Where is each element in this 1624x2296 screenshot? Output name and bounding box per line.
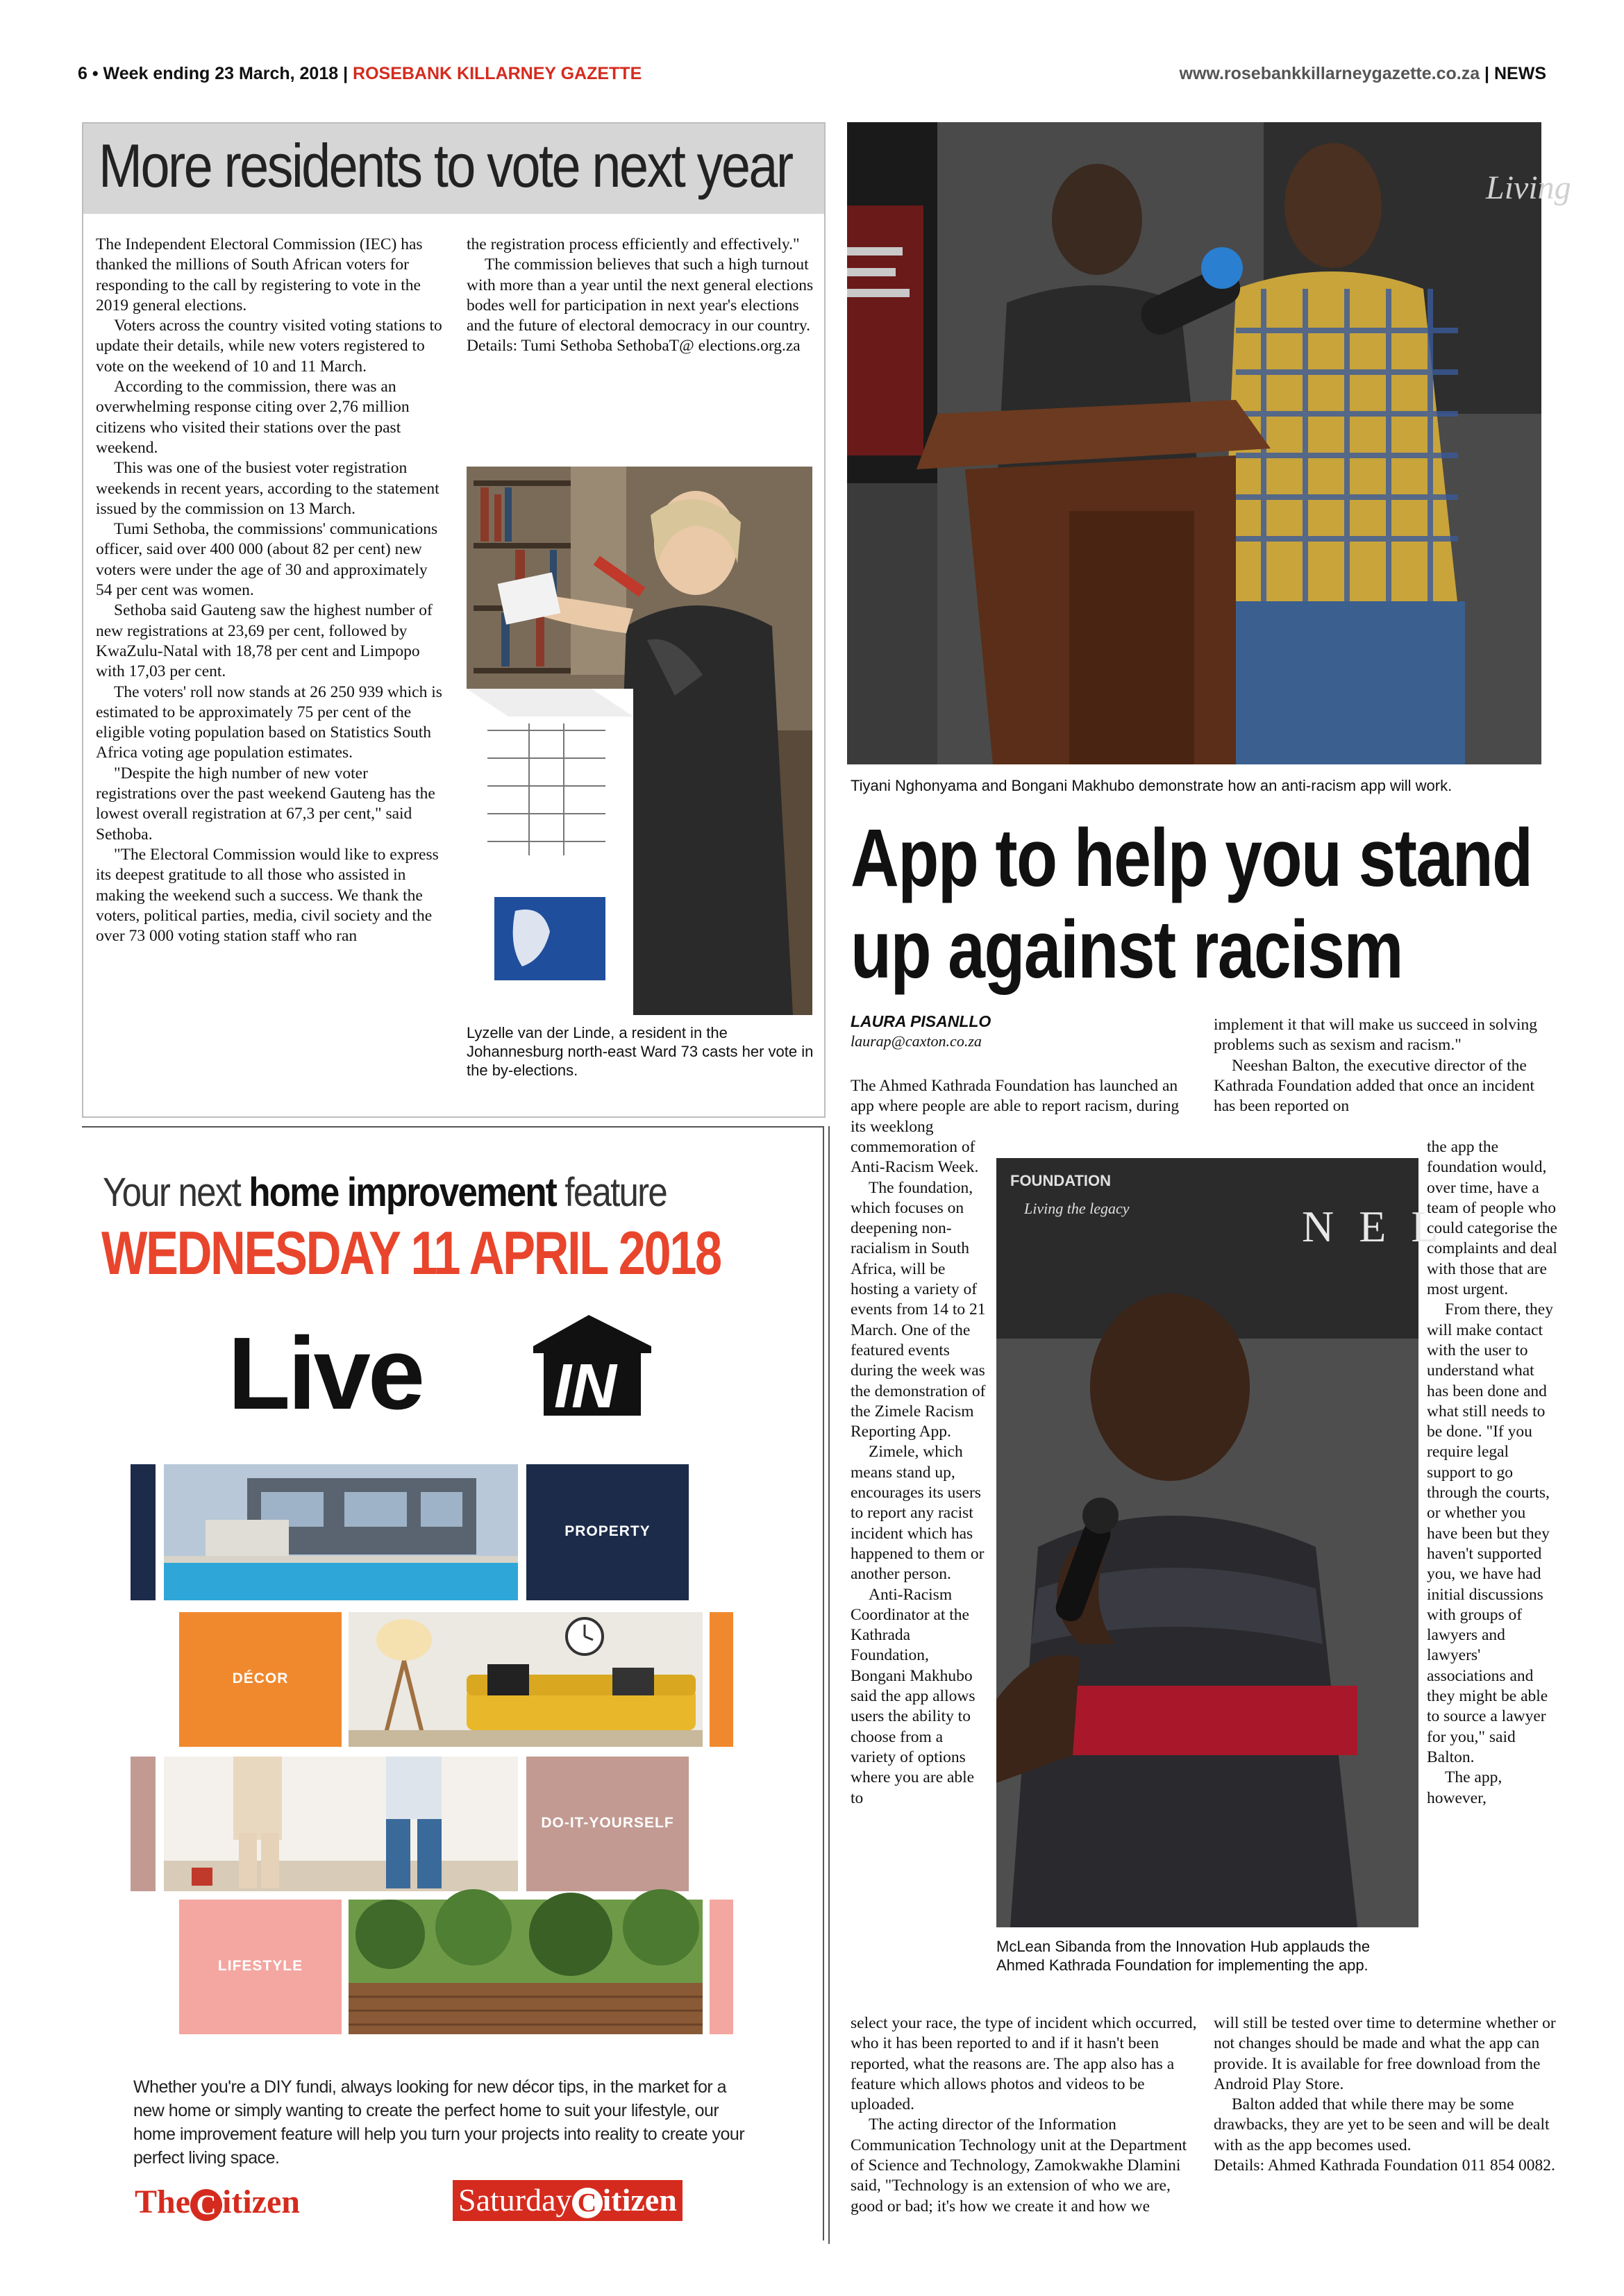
brand2-c: C — [572, 2188, 603, 2218]
accent-bar — [131, 1757, 156, 1891]
byline: LAURA PISANLLO — [851, 1012, 991, 1030]
headline-racism-app — [851, 812, 1562, 996]
brand1-pre: The — [135, 2184, 191, 2220]
paragraph: select your race, the type of incident which occurred, who it has been reported to and if it hasn't been reported, what the reasons are. The app also has a feature which allows photos and videos to be uploaded. — [851, 2014, 1197, 2114]
article-voting-column-2 — [467, 235, 814, 357]
ad-tagline — [103, 1169, 667, 1216]
article-app-col-1-bottom — [851, 2013, 1198, 2217]
logo-live-text: Live — [228, 1316, 423, 1431]
voter-photo-image — [467, 467, 812, 1015]
header-left — [78, 64, 642, 84]
paragraph: This was one of the busiest voter registration weekends in recent years, according to the statement issued by the commission on 13 March. — [96, 459, 440, 518]
paragraph: will still be tested over time to determine whether or not changes should be made and what the app can provide. It is available for free download from the Android Play Store. — [1214, 2014, 1556, 2093]
paragraph: The voters' roll now stands at 26 250 939 which is estimated to be approximately 75 per cent of the eligible voting population based on Statistics South Africa voting age population estimates. — [96, 682, 442, 762]
accent-bar — [131, 1464, 156, 1600]
paragraph: From there, they will make contact with the user to understand what has been done and what still needs to be done. "If you require legal support to go through the courts, or whether you have been but they haven't supported you, we have had initial discussions with groups of lawyers and lawyers' associations and they might be able to source a lawyer for you," said Balton. — [1427, 1300, 1553, 1766]
speaker-photo — [996, 1158, 1446, 1927]
property-label: PROPERTY — [564, 1523, 651, 1539]
paragraph: The foundation, which focuses on deepening non-racialism in South Africa, will be hosting a variety of events from 14 to 21 March. One of the featured events during the week was the demonstration of the Zimele Racism Reporting App. — [851, 1178, 986, 1441]
brand2-post: itizen — [602, 2182, 677, 2218]
backdrop-text: Living — [1486, 169, 1571, 206]
paragraph: Details: Ahmed Kathrada Foundation 011 854 0082. — [1214, 2156, 1555, 2175]
property-image — [164, 1464, 518, 1600]
article-voting-column-1 — [96, 235, 443, 946]
paragraph: "The Electoral Commission would like to express its deepest gratitude to all those who assisted in making the weekend such a success. We thank the voters, political parties, media, civil society and the over 73 000 voting station staff who ran — [96, 845, 439, 946]
house-pool-icon — [164, 1464, 518, 1600]
backdrop-letters: N E L — [1302, 1202, 1446, 1251]
paragraph: Neeshan Balton, the executive director of the Kathrada Foundation added that once an incident has been reported on — [1214, 1056, 1535, 1116]
paragraph: The app, however, — [1427, 1768, 1502, 1807]
decor-image — [349, 1612, 703, 1747]
article-app-narrow-col-1 — [851, 1137, 986, 1809]
author-email[interactable]: laurap@caxton.co.za — [851, 1032, 982, 1050]
ad-body: Whether you're a DIY fundi, always looking for new décor tips, in the market for a new home or simply wanting to create the perfect home to suit your lifestyle, our home improvement feature will help you turn your projects into reality to create your perfect living space. — [133, 2077, 745, 2168]
issue-date: 6 • Week ending 23 March, 2018 | — [78, 64, 353, 83]
headline-voting: More residents to vote next year — [99, 131, 792, 200]
paragraph: Tumi Sethoba, the commissions' communications officer, said over 400 000 (about 82 per cent) new voters were under the age of 30 and approximately 54 per cent was women. — [96, 520, 438, 600]
brand1-post: itizen — [222, 2184, 300, 2220]
decor-tile[interactable] — [179, 1612, 342, 1747]
page-header — [78, 64, 1546, 92]
paragraph: the app the foundation would, over time, have a team of people who could categorise the complaints and deal with those that are most urgent. — [1427, 1138, 1557, 1299]
home-improvement-ad — [82, 1126, 824, 2240]
article-app-col-2-bottom — [1214, 2013, 1557, 2176]
podium-photo — [847, 122, 1571, 764]
paragraph: commemoration of Anti-Racism Week. — [851, 1138, 979, 1177]
accent-bar — [710, 1900, 733, 2034]
backdrop-legacy: Living the legacy — [1024, 1200, 1130, 1217]
article-app-col-2-top — [1214, 1015, 1557, 1116]
property-tile[interactable] — [526, 1464, 689, 1600]
livein-logo — [228, 1312, 658, 1431]
paper-name: ROSEBANK KILLARNEY GAZETTE — [353, 64, 642, 83]
voter-photo-caption: Lyzelle van der Linde, a resident in the Johannesburg north-east Ward 73 casts her vote in the by-elections. — [467, 1024, 814, 1079]
website-url[interactable]: www.rosebankkillarneygazette.co.za — [1179, 64, 1480, 83]
podium-photo-caption: Tiyani Nghonyama and Bongani Makhubo demonstrate how an anti-racism app will work. — [851, 777, 1453, 794]
saturday-citizen-logo[interactable] — [453, 2180, 683, 2221]
voter-photo — [467, 467, 812, 1015]
diy-label: DO-IT-YOURSELF — [541, 1815, 674, 1831]
paragraph: According to the commission, there was an overwhelming response citing over 2,76 million citizens who visited their stations over the past weekend. — [96, 378, 410, 457]
accent-bar — [710, 1612, 733, 1747]
podium-photo-image — [847, 122, 1571, 764]
speaker-photo-image — [996, 1158, 1446, 1927]
brand1-c: C — [190, 2189, 222, 2221]
paragraph: Balton added that while there may be some drawbacks, they are yet to be seen and will be dealt with as the app becomes used. — [1214, 2095, 1550, 2154]
lifestyle-tile[interactable] — [179, 1900, 342, 2034]
ad-tagline-pre: Your next — [103, 1170, 249, 1215]
decor-label: DÉCOR — [232, 1670, 289, 1686]
paragraph: Sethoba said Gauteng saw the highest number of new registrations at 23,69 per cent, followed by KwaZulu-Natal with 18,78 per cent and Limpopo with 17,03 per cent. — [96, 601, 433, 681]
paragraph: the registration process efficiently and effectively." — [467, 235, 800, 253]
paragraph: implement it that will make us succeed in solving problems such as sexism and racism." — [1214, 1016, 1537, 1055]
lifestyle-image — [349, 1900, 703, 2034]
logo-in-text: IN — [554, 1352, 617, 1421]
headline-bar — [83, 124, 824, 214]
paragraph: "Despite the high number of new voter registrations over the past weekend Gauteng has the lowest overall registration at 67,3 per cent," said Sethoba. — [96, 764, 435, 844]
speaker-photo-caption: McLean Sibanda from the Innovation Hub applauds the Ahmed Kathrada Foundation for implementing the app. — [996, 1938, 1371, 1974]
ad-tagline-post: feature — [556, 1170, 667, 1215]
living-room-icon — [349, 1612, 703, 1747]
section-name: | NEWS — [1480, 64, 1546, 83]
paragraph: The Independent Electoral Commission (IEC) has thanked the millions of South African voters for responding to the call by registering to vote in the 2019 general elections. — [96, 235, 423, 315]
forest-deck-icon — [349, 1900, 703, 2034]
paragraph: Voters across the country visited voting stations to update their details, while new voters registered to vote on the weekend of 10 and 11 March. — [96, 317, 442, 376]
painting-icon — [164, 1757, 518, 1891]
header-right — [1180, 64, 1546, 84]
headline-line-2: up against racism — [851, 904, 1403, 996]
article-app-narrow-col-2 — [1427, 1137, 1559, 1809]
the-citizen-logo[interactable] — [135, 2183, 300, 2221]
backdrop-foundation: FOUNDATION — [1010, 1172, 1112, 1189]
ad-tagline-bold: home improvement — [249, 1170, 557, 1215]
paragraph: Details: Tumi Sethoba SethobaT@ elections.org.za — [467, 337, 801, 355]
diy-tile[interactable] — [526, 1757, 689, 1891]
brand2-pre: Saturday — [458, 2182, 572, 2218]
article-voting — [82, 122, 826, 1118]
paragraph: The commission believes that such a high turnout with more than a year until the next general elections bodes well for participation in next year's elections and the future of electoral democracy in our country. — [467, 255, 814, 335]
headline-line-1: App to help you stand — [851, 812, 1532, 904]
paragraph: The Ahmed Kathrada Foundation has launched an app where people are able to report racism, during its weeklong — [851, 1077, 1180, 1136]
paragraph: Zimele, which means stand up, encourages its users to report any racist incident which has happened to them or another person. — [851, 1443, 985, 1584]
diy-image — [164, 1757, 518, 1891]
ad-date: WEDNESDAY 11 APRIL 2018 — [101, 1218, 721, 1287]
paragraph: The acting director of the Information Communication Technology unit at the Department of Science and Technology, Zamokwakhe Dlamini said, "Technology is an extension of who we are, good or bad; it's how we create it and how we — [851, 2115, 1187, 2215]
column-rule — [828, 1126, 830, 2244]
article-app-intro — [851, 1076, 1198, 1137]
lifestyle-label: LIFESTYLE — [217, 1958, 303, 1974]
paragraph: Anti-Racism Coordinator at the Kathrada Foundation, Bongani Makhubo said the app allows users the ability to choose from a variety of options where you are able to — [851, 1585, 976, 1807]
